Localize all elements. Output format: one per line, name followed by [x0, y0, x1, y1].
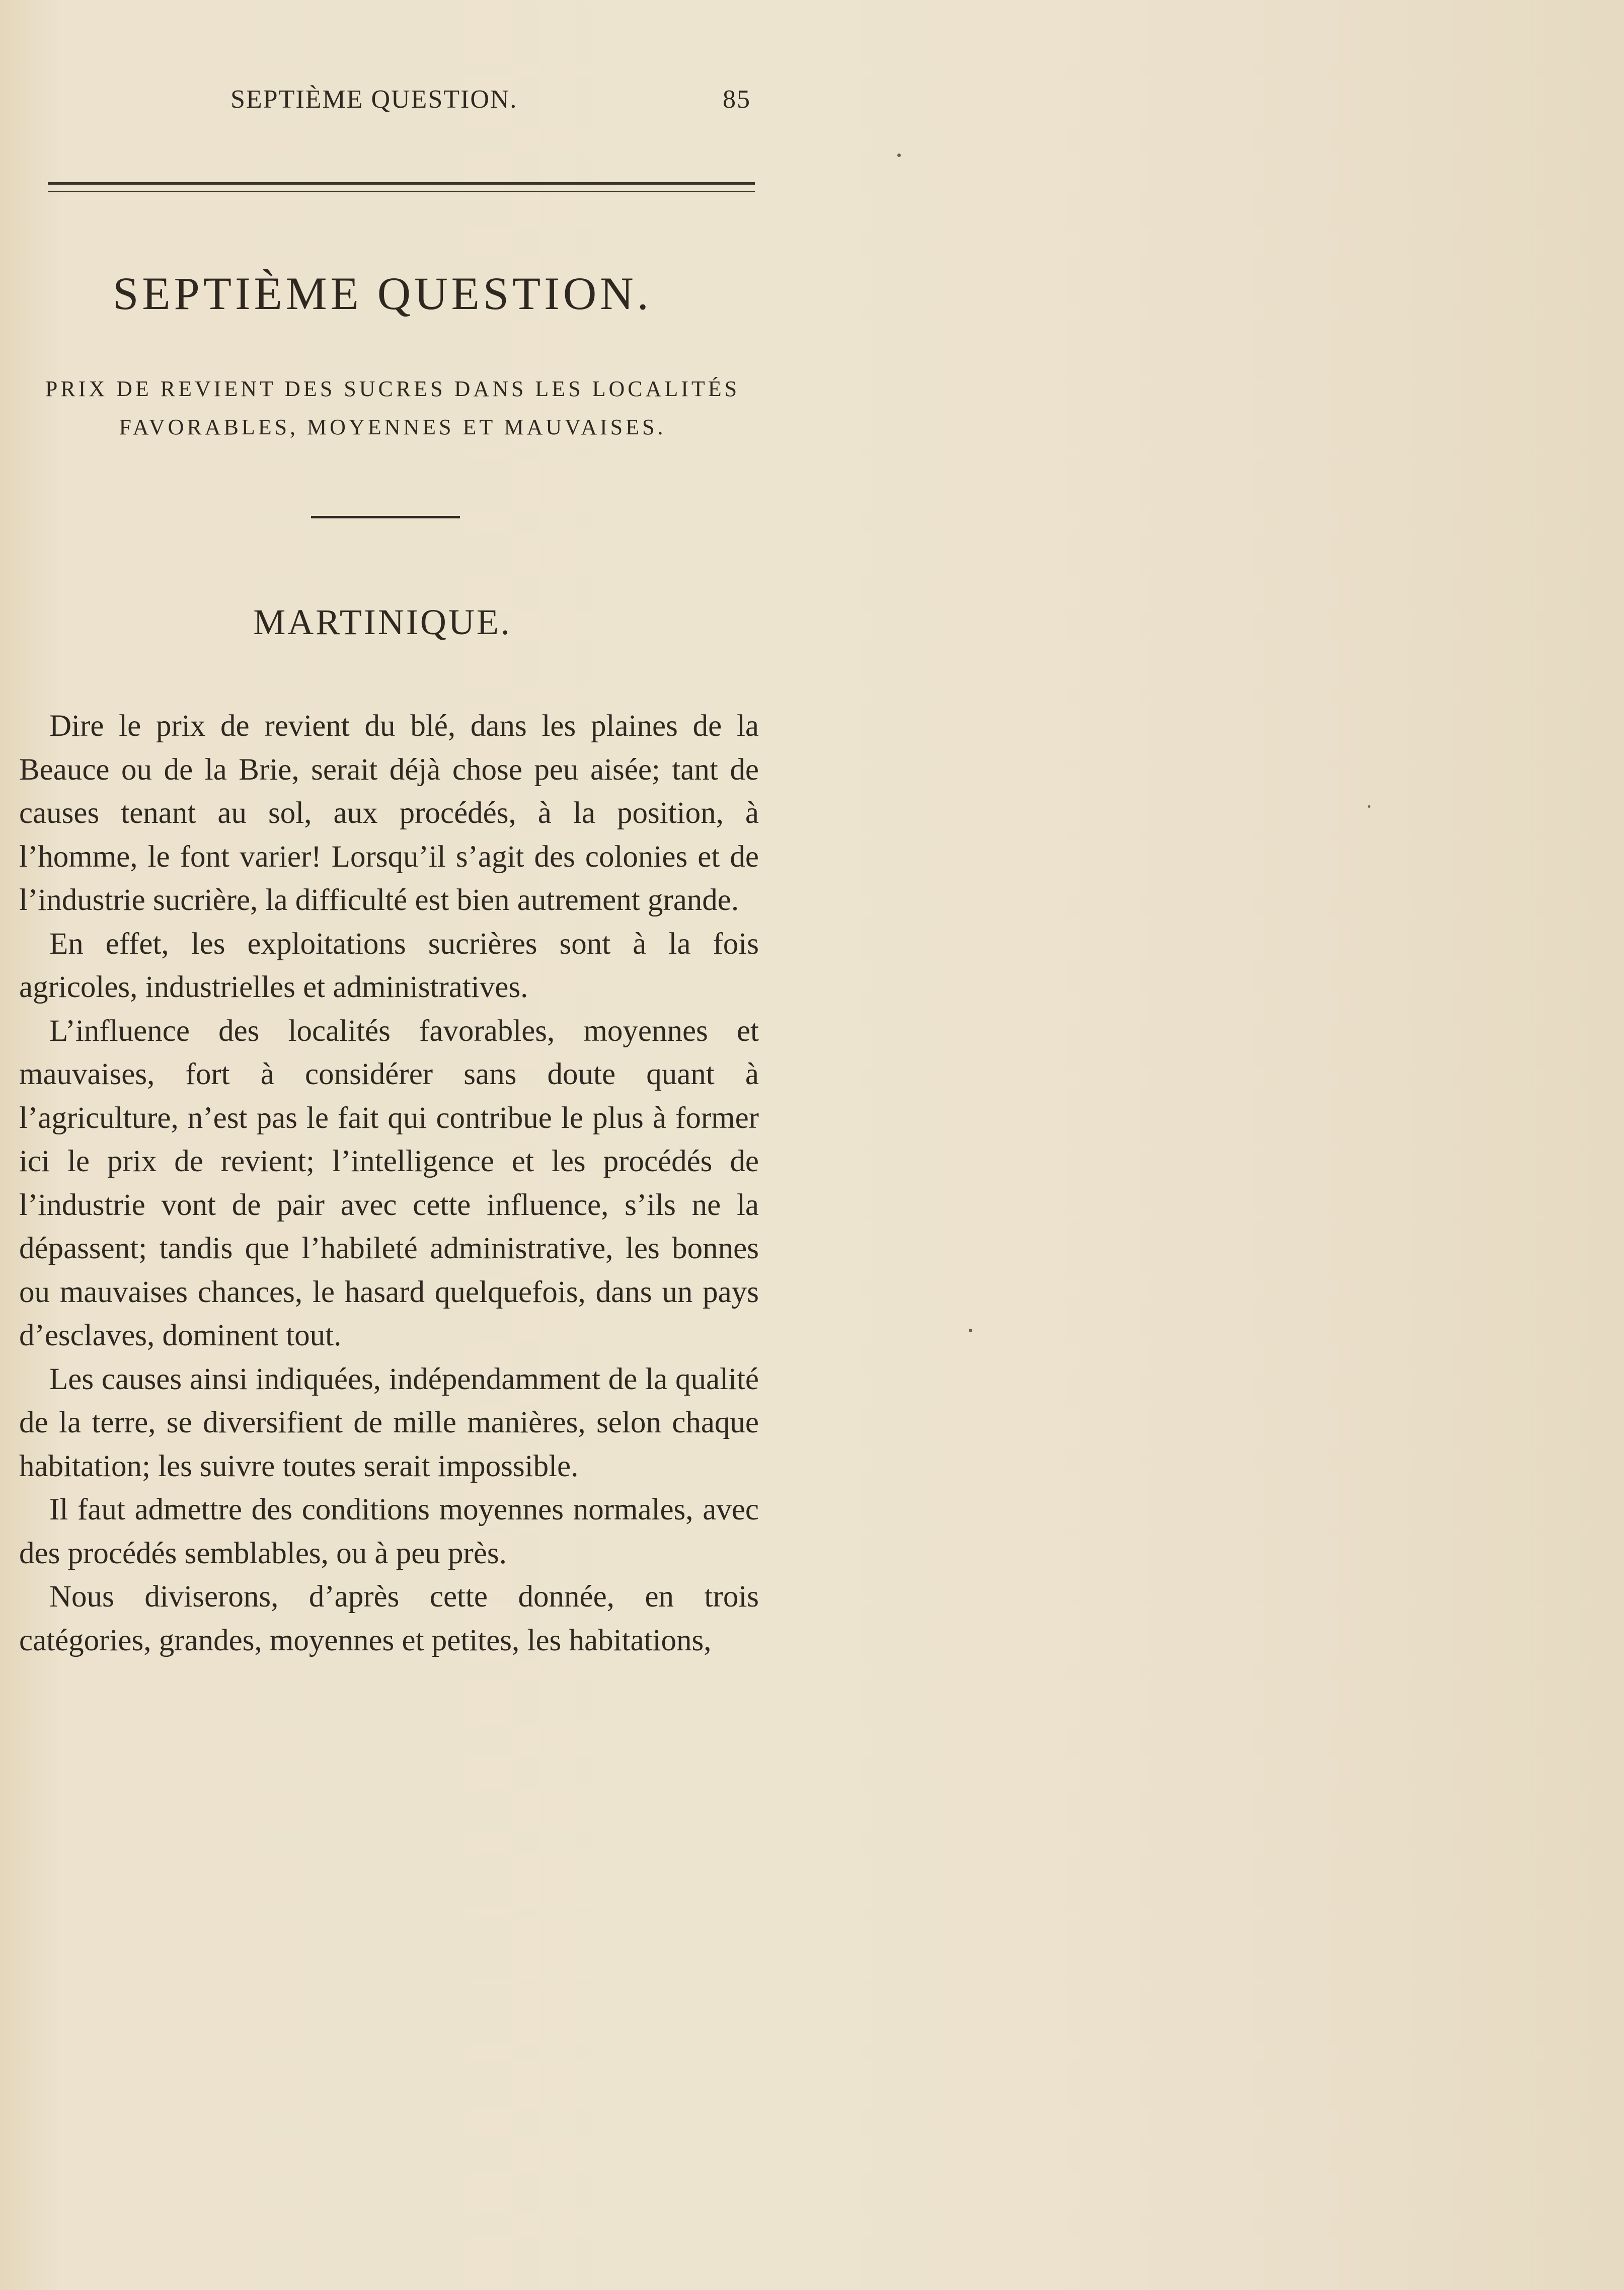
section-title: MARTINIQUE.	[253, 602, 512, 642]
running-head-title: SEPTIÈME QUESTION.	[230, 85, 518, 114]
paper-speck	[897, 154, 901, 157]
paragraph: Dire le prix de revient du blé, dans les plaines de la Beauce ou de la Brie, serait déjà chose peu aisée; tant de causes tenant au sol, aux procédés, à la position, à l’homme, le font varier! Lorsqu’il s’agit des colonies et de l’industrie sucrière, la difficulté est bien autrement grande.	[19, 709, 759, 917]
paragraph: En effet, les exploitations sucrières sont à la fois agricoles, industrielles et administratives.	[19, 927, 759, 1004]
section-divider-rule	[311, 516, 460, 518]
page-number: 85	[723, 85, 751, 114]
paper-speck	[969, 1329, 972, 1332]
running-head	[45, 85, 760, 125]
paragraph: Les causes ainsi indiquées, indépendamment de la qualité de la terre, se diversifient de mille manières, selon chaque habitation; les suivre toutes serait impossible.	[19, 1362, 759, 1483]
paragraph: Nous diviserons, d’après cette donnée, en trois catégories, grandes, moyennes et petites, les habitations,	[19, 1580, 759, 1657]
body-text	[19, 705, 759, 1662]
chapter-title: SEPTIÈME QUESTION.	[113, 268, 652, 319]
paragraph: Il faut admettre des conditions moyennes normales, avec des procédés semblables, ou à peu près.	[19, 1493, 759, 1570]
paragraph: L’influence des localités favorables, moyennes et mauvaises, fort à considérer sans doute quant à l’agriculture, n’est pas le fait qui contribue le plus à former ici le prix de revient; l’intelligence et les procédés de l’industrie vont de pair avec cette influence, s’ils ne la dépassent; tandis que l’habileté administrative, les bonnes ou mauvaises chances, le hasard quelquefois, dans un pays d’esclaves, dominent tout.	[19, 1014, 759, 1352]
chapter-subtitle: PRIX DE REVIENT DES SUCRES DANS LES LOCALITÉS FAVORABLES, MOYENNES ET MAUVAISES.	[45, 376, 740, 439]
paper-speck	[1368, 805, 1370, 808]
header-double-rule	[48, 182, 755, 192]
